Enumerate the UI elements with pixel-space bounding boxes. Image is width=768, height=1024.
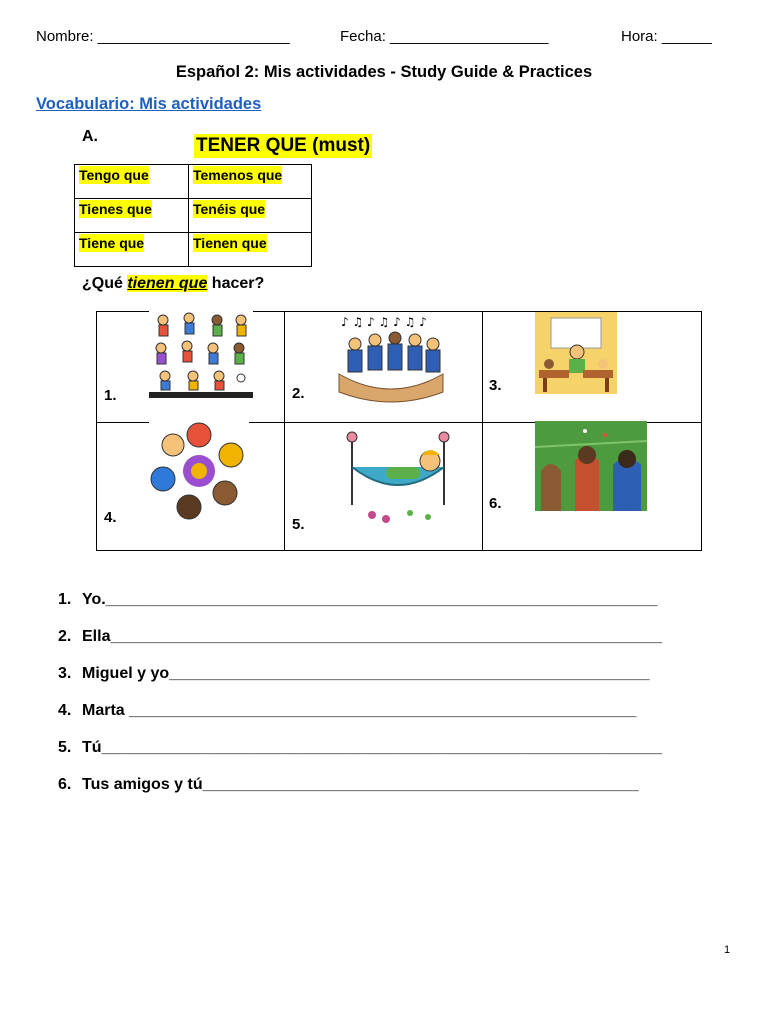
classroom-icon <box>535 312 617 394</box>
picture-number: 4. <box>104 509 117 526</box>
picture-number: 2. <box>292 385 305 402</box>
table-row <box>75 199 312 233</box>
section-a-label: A. <box>82 128 98 145</box>
list-item: 1. Yo.______________________________________________________________ <box>58 591 658 608</box>
choir-singing-icon <box>335 312 447 404</box>
page-title: Español 2: Mis actividades - Study Guide & Practices <box>175 63 593 81</box>
picture-number: 6. <box>489 495 502 512</box>
hammock-rest-icon <box>340 427 450 531</box>
list-item: 3. Miguel y yo______________________________________________________ <box>58 665 650 682</box>
picture-cell <box>285 312 483 423</box>
vocab-heading: Vocabulario: Mis actividades <box>36 95 262 113</box>
list-item: 5. Tú_______________________________________________________________ <box>58 739 663 756</box>
table-cell: Tienes que <box>75 199 189 233</box>
watch-soccer-icon <box>535 421 647 511</box>
table-cell: Tenéis que <box>189 199 312 233</box>
table-cell: Tengo que <box>75 165 189 199</box>
friends-circle-icon <box>149 421 249 521</box>
conjugation-table <box>74 164 312 267</box>
list-item: 6. Tus amigos y tú_________________________________________________ <box>58 776 639 793</box>
table-row <box>75 165 312 199</box>
picture-cell <box>483 312 702 423</box>
tener-que-heading: TENER QUE (must) <box>196 135 371 156</box>
picture-cell <box>285 423 483 551</box>
table-cell: Temenos que <box>189 165 312 199</box>
pictures-grid <box>96 311 702 551</box>
list-item: 4. Marta _________________________________________________________ <box>58 702 637 719</box>
svg-text:♪ ♫ ♪ ♫ ♪ ♫ ♪: ♪ ♫ ♪ ♫ ♪ ♫ ♪ <box>341 315 427 329</box>
picture-number: 5. <box>292 516 305 533</box>
table-row <box>75 233 312 267</box>
page-number: 1 <box>724 944 731 956</box>
name-field-label: Nombre: _______________________ <box>36 28 290 45</box>
table-cell: Tiene que <box>75 233 189 267</box>
list-item: 2. Ella______________________________________________________________ <box>58 628 663 645</box>
table-cell: Tienen que <box>189 233 312 267</box>
answer-list <box>58 590 662 812</box>
picture-number: 3. <box>489 377 502 394</box>
header-fields <box>36 28 736 48</box>
picture-cell <box>97 423 285 551</box>
picture-number: 1. <box>104 387 117 404</box>
kids-sports-icon <box>149 308 253 400</box>
picture-cell <box>97 312 285 423</box>
time-field-label: Hora: ______ <box>621 28 712 45</box>
question-text: ¿Qué tienen que hacer? <box>82 275 265 292</box>
picture-cell <box>483 423 702 551</box>
date-field-label: Fecha: ___________________ <box>340 28 549 45</box>
